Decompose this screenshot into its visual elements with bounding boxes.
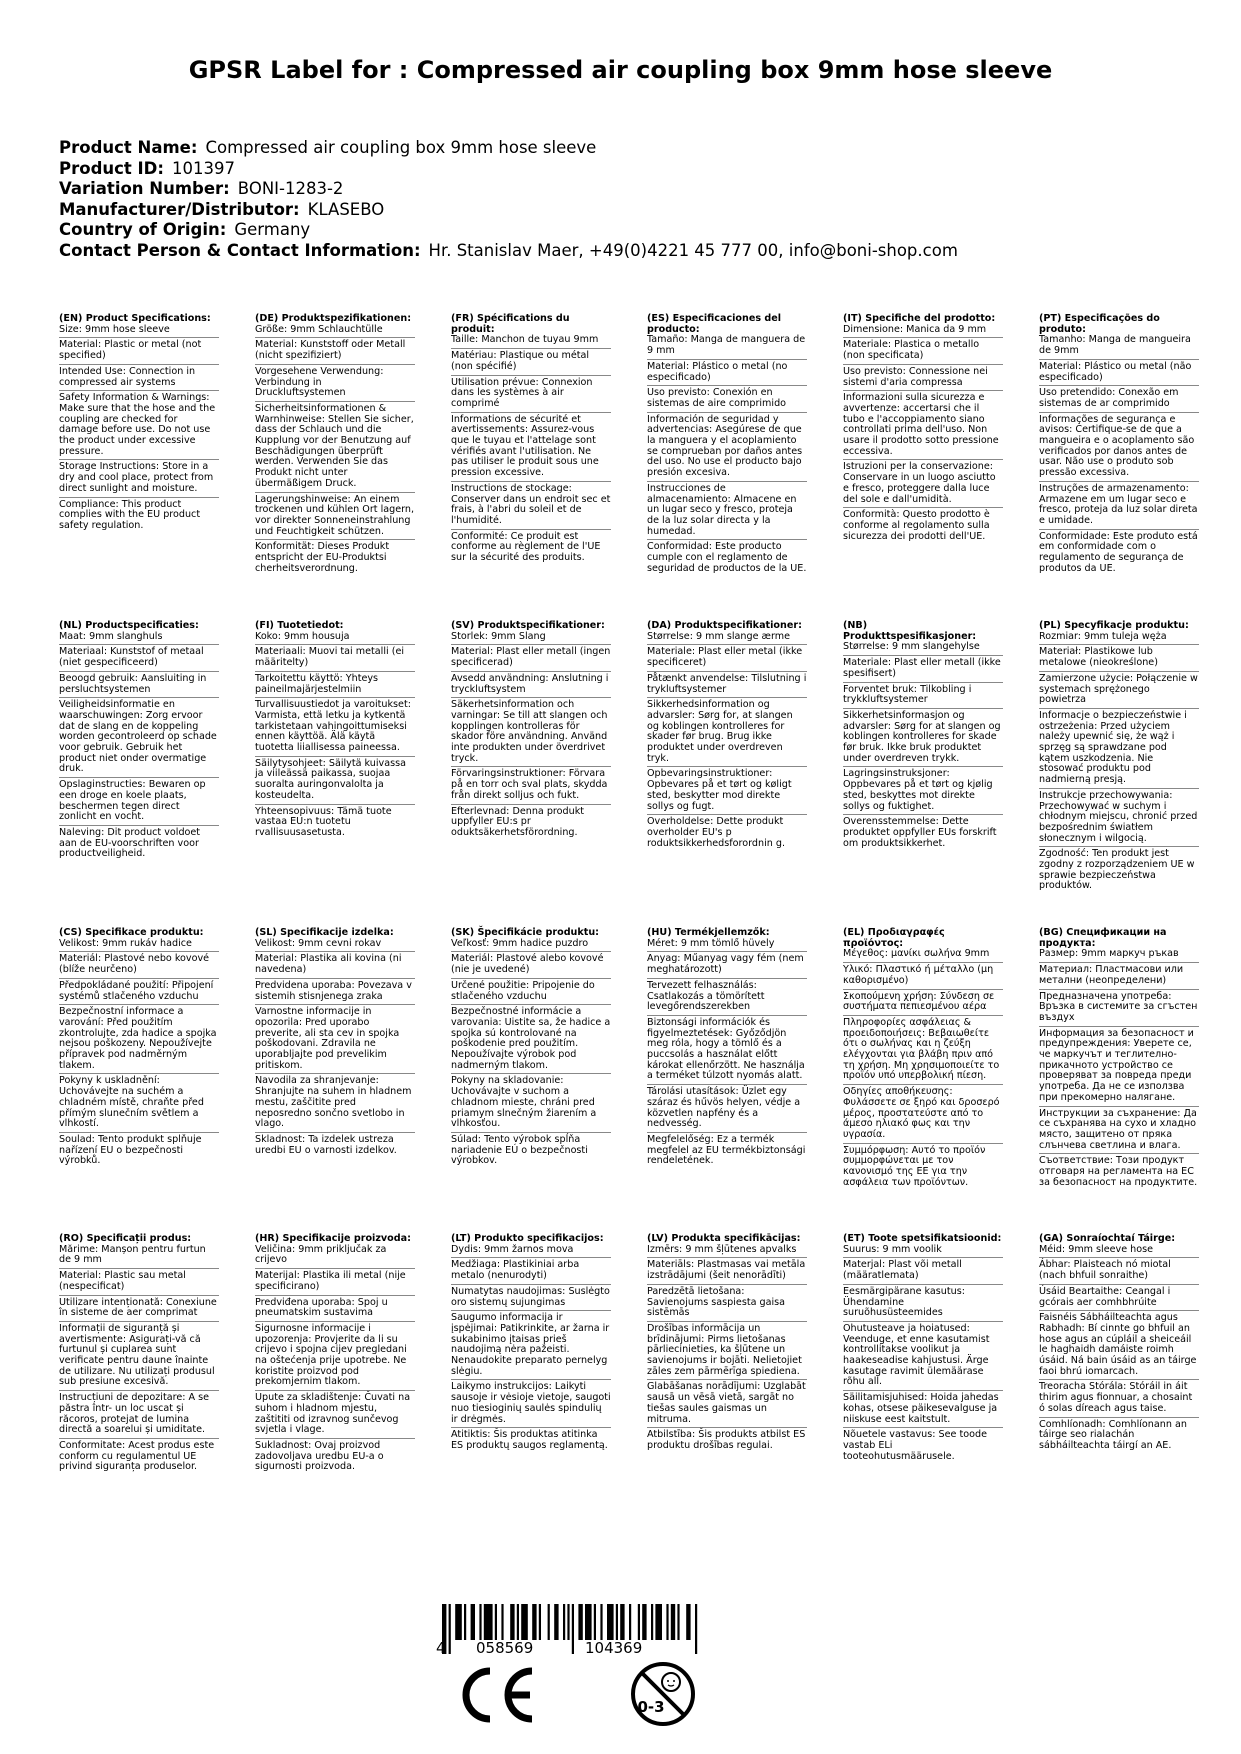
spec-line: Säilitamisjuhised: Hoida jahedas kohas, otsese päikesevalguse ja niiskuse eest kaitstult. <box>843 1393 1003 1428</box>
barcode-bar <box>479 1604 481 1640</box>
barcode-bar <box>578 1604 582 1640</box>
spec-line: Matériau: Plastique ou métal (non spécifié) <box>451 351 611 375</box>
spec-line: Säkerhetsinformation och varningar: Se till att slangen och kopplingen kontrolleras för skador före användning. Använd inte produkten under överdrivet tryck. <box>451 700 611 767</box>
spec-line: Suurus: 9 mm voolik <box>843 1245 1003 1259</box>
language-heading: (DA) Produktspecifikationer: <box>647 620 802 631</box>
spec-line: Uso previsto: Connessione nei sistemi d'aria compressa <box>843 367 1003 391</box>
spec-line: Bezpečnostní informace a varování: Před použitím zkontrolujte, zda hadice a spojka nejsou poškozeny. Nepoužívejte přípravek pod nadměrným tlakem. <box>59 1007 219 1074</box>
age-range-label: 0-3 <box>637 1698 665 1716</box>
barcode-bar <box>532 1604 536 1640</box>
barcode-bar <box>594 1604 596 1640</box>
spec-line: Vorgesehene Verwendung: Verbindung in Druckluftsystemen <box>255 367 415 402</box>
info-value: Germany <box>234 220 311 239</box>
spec-line: Информация за безопасност и предупреждения: Уверете се, че маркучът и теглително-прикачното устройство се проверяват за повреда преди употреба. Да не се използва при прекомерно налягане. <box>1039 1029 1199 1107</box>
info-value: Hr. Stanislav Maer, +49(0)4221 45 777 00, info@boni-shop.com <box>428 240 958 260</box>
spec-line: Sukladnost: Ovaj proizvod zadovoljava uredbu EU-a o sigurnosti proizvoda. <box>255 1439 384 1473</box>
info-value: 101397 <box>171 158 235 178</box>
barcode-bar <box>695 1604 697 1654</box>
language-heading: (PL) Specyfikacje produktu: <box>1039 620 1189 631</box>
not-for-children-0-3-icon <box>629 1660 697 1732</box>
language-block <box>451 928 611 1171</box>
info-value: Compressed air coupling box 9mm hose sleeve <box>205 138 597 157</box>
spec-line: Informations de sécurité et avertissements: Assurez-vous que le tuyau et l'attelage sont vérifiés avant l'utilisation. Ne pas utiliser le produit sous une pression excessive. <box>451 415 611 482</box>
barcode-bar <box>585 1604 592 1640</box>
spec-line: Pokyny na skladovanie: Uchovávajte v suchom a chladnom mieste, chráni pred priamym slnečným žiarením a vlhkosťou. <box>451 1076 611 1133</box>
language-block <box>255 621 415 843</box>
barcode-bar <box>517 1604 519 1640</box>
language-heading: (LV) Produkta specifikācijas: <box>647 1233 801 1244</box>
info-value: BONI-1283-2 <box>237 179 344 198</box>
spec-line: Méid: 9mm sleeve hose <box>1039 1245 1199 1259</box>
language-heading: (GA) Sonraíochtaí Táirge: <box>1039 1233 1176 1244</box>
language-heading: (ET) Toote spetsifikatsioonid: <box>843 1233 1002 1244</box>
spec-line: Overholdelse: Dette produkt overholder EU's p roduktsikkerhedsforordnin g. <box>647 816 786 849</box>
spec-line: Numatytas naudojimas: Suslėgto oro sistemų sujungimas <box>451 1287 611 1311</box>
spec-line: Uso previsto: Conexión en sistemas de aire comprimido <box>647 388 807 412</box>
language-block <box>843 621 1003 853</box>
spec-line: Storlek: 9mm Slang <box>451 632 611 646</box>
language-block <box>59 314 219 536</box>
spec-line: Съответствие: Този продукт отговаря на регламента на ЕС за безопасност на продуктите. <box>1039 1155 1198 1188</box>
barcode-bar <box>638 1604 640 1640</box>
barcode-bar <box>554 1604 558 1640</box>
language-heading: (BG) Спецификации на продукта: <box>1039 927 1167 949</box>
language-block <box>59 621 219 864</box>
spec-line: Σκοπούμενη χρήση: Σύνδεση σε συστήματα πεπιεσμένου αέρα <box>843 992 1003 1016</box>
spec-line: Материал: Пластмасови или метални (неопределени) <box>1039 965 1199 989</box>
spec-line: Materiāls: Plastmasas vai metāla izstrādājumi (šeit nenorādīti) <box>647 1260 807 1284</box>
barcode-bar <box>455 1604 462 1640</box>
barcode <box>436 1604 702 1666</box>
spec-line: Sicherheitsinformationen & Warnhinweise: Stellen Sie sicher, dass der Schlauch und die Kupplung vor der Benutzung auf Beschädigungen überprüft werden. Verwenden Sie das Produkt nicht unter übermäßigem Druck. <box>255 404 415 493</box>
spec-line: Conformidad: Este producto cumple con el reglamento de seguridad de productos de la UE. <box>647 541 807 574</box>
spec-line: Velikost: 9mm cevni rokav <box>255 939 415 953</box>
info-row <box>59 220 958 241</box>
language-block <box>843 928 1003 1192</box>
language-block <box>451 1234 611 1456</box>
spec-line: Instrucciones de almacenamiento: Almacene en un lugar seco y fresco, proteja de la luz solar directa y la humedad. <box>647 484 807 541</box>
language-heading: (NL) Productspecificaties: <box>59 620 199 631</box>
barcode-bar <box>629 1604 631 1640</box>
language-heading: (CS) Specifikace produktu: <box>59 927 204 938</box>
spec-line: Storage Instructions: Store in a dry and cool place, protect from direct sunlight and moisture. <box>59 462 219 497</box>
spec-line: Treoracha Stórála: Stóráil in áit thirim agus fionnuar, a chosaint ó solas díreach agus taise. <box>1039 1382 1199 1417</box>
spec-line: Dimensione: Manica da 9 mm <box>843 325 1003 339</box>
spec-line: Conformité: Ce produit est conforme au règlement de l'UE sur la sécurité des produits. <box>451 530 601 564</box>
spec-line: Informações de segurança e avisos: Certifique-se de que a mangueira e o acoplamento são verificados por danos antes de usar. Não use o produto sob pressão excessiva. <box>1039 415 1199 482</box>
language-block <box>647 314 807 578</box>
language-heading: (HU) Termékjellemzők: <box>647 927 770 938</box>
language-block <box>59 1234 219 1477</box>
spec-line: Faisnéis Sábháilteachta agus Rabhadh: Bí cinnte go bhfuil an hose agus an cúpláil a sheiceáil le haghaidh damáiste roimh úsáid. Ná bain úsáid as an táirge faoi bhrú iomarcach. <box>1039 1313 1199 1380</box>
spec-line: Μέγεθος: μανίκι σωλήνα 9mm <box>843 949 1003 963</box>
spec-line: Anyag: Műanyag vagy fém (nem meghatározott) <box>647 954 807 978</box>
spec-line: Opbevaringsinstruktioner: Opbevares på et tørt og køligt sted, beskytter mod direkte sollys og fugt. <box>647 769 807 815</box>
spec-line: Materiale: Plast eller metal (ikke specificeret) <box>647 647 807 671</box>
language-block <box>647 621 807 853</box>
spec-line: Conformità: Questo prodotto è conforme al regolamento sulla sicurezza dei prodotti dell'UE. <box>843 509 990 542</box>
barcode-bar <box>539 1604 541 1640</box>
spec-line: Skladnost: Ta izdelek ustreza uredbi EU o varnosti izdelkov. <box>255 1133 397 1156</box>
language-heading: (PT) Especificações do produto: <box>1039 313 1160 335</box>
spec-line: Material: Plástico ou metal (não especificado) <box>1039 362 1199 386</box>
language-block <box>1039 621 1199 896</box>
barcode-bar <box>572 1604 574 1654</box>
spec-line: Material: Plastika ali kovina (ni navedena) <box>255 954 415 978</box>
spec-line: Veľkosť: 9mm hadice puzdro <box>451 939 611 953</box>
spec-line: Velikost: 9mm rukáv hadice <box>59 939 219 953</box>
spec-line: Nõuetele vastavus: See toode vastab ELi tooteohutusmäärusele. <box>843 1429 987 1462</box>
spec-line: Biztonsági információk és figyelmeztetések: Győződjön meg róla, hogy a tömlő és a puccsolás a használat előtt károkat ellenőrzött. Ne használja a terméket túlzott nyomás alatt. <box>647 1018 807 1085</box>
page-title: GPSR Label for : Compressed air coupling box 9mm hose sleeve <box>188 56 1053 84</box>
language-heading: (FR) Spécifications du produit: <box>451 313 570 335</box>
spec-line: Koko: 9mm housuja <box>255 632 415 646</box>
language-block <box>843 1234 1003 1466</box>
info-row <box>59 138 958 159</box>
spec-line: Naleving: Dit product voldoet aan de EU-voorschriften voor productveiligheid. <box>59 826 201 860</box>
language-block <box>1039 1234 1199 1456</box>
spec-line: Atbilstība: Šis produkts atbilst ES produktu drošības regulai. <box>647 1429 806 1451</box>
spec-line: Conformidade: Este produto está em conformidade com o regulamento de segurança de produtos da UE. <box>1039 530 1198 574</box>
info-label: Product ID: <box>59 158 164 178</box>
barcode-bar <box>642 1604 646 1640</box>
spec-line: Upute za skladištenje: Čuvati na suhom i hladnom mjestu, zaštititi od izravnog sunčevog svjetla i vlage. <box>255 1393 415 1439</box>
barcode-bar <box>495 1604 497 1640</box>
spec-line: Izmērs: 9 mm šļūtenes apvalks <box>647 1245 807 1259</box>
spec-line: Veiligheidsinformatie en waarschuwingen: Zorg ervoor dat de slang en de koppeling worden gecontroleerd op schade voor gebruik. Gebruik het product niet onder overmatige druk. <box>59 700 219 778</box>
spec-line: Eesmärgipärane kasutus: Ühendamine suruõhusüsteemides <box>843 1287 1003 1322</box>
language-heading: (HR) Specifikacije proizvoda: <box>255 1233 411 1244</box>
spec-line: Yhteensopivuus: Tämä tuote vastaa EU:n tuotetu rvallisuusasetusta. <box>255 805 392 838</box>
spec-line: Предназначена употреба: Връзка в системите за сгъстен въздух <box>1039 992 1199 1027</box>
language-heading: (NB) Produkttspesifikasjoner: <box>843 620 977 642</box>
spec-line: Megfelelőség: Ez a termék megfelel az EU termékbiztonsági rendeletének. <box>647 1133 806 1167</box>
spec-line: Navodila za shranjevanje: Shranjujte na suhem in hladnem mestu, zaščitite pred neposredno sončno svetlobo in vlago. <box>255 1076 415 1133</box>
barcode-bar <box>521 1604 528 1640</box>
spec-line: Säilytysohjeet: Säilytä kuivassa ja viileässä paikassa, suojaa suoralta auringonvalolta ja kosteudelta. <box>255 759 415 805</box>
spec-line: Materiál: Plastové alebo kovové (nie je uvedené) <box>451 954 611 978</box>
spec-line: Οδηγίες αποθήκευσης: Φυλάσσετε σε ξηρό και δροσερό μέρος, προστατεύστε από το άμεσο ηλιακό φως και την υγρασία. <box>843 1087 1003 1144</box>
spec-line: Ohutusteave ja hoiatused: Veenduge, et enne kasutamist kontrollitakse voolikut ja haakeseadise kahjustusi. Ärge kasutage ravimit ülemäärase rõhu all. <box>843 1324 1003 1391</box>
language-block <box>1039 928 1199 1192</box>
barcode-bar <box>501 1604 503 1640</box>
spec-line: Size: 9mm hose sleeve <box>59 325 219 339</box>
spec-line: Comhlíonadh: Comhlíonann an táirge seo rialachán sábháilteachta táirgí an AE. <box>1039 1418 1187 1451</box>
info-row <box>59 179 958 200</box>
language-heading: (SL) Specifikacije izdelka: <box>255 927 394 938</box>
barcode-bar <box>651 1604 653 1640</box>
barcode-bar <box>484 1604 493 1640</box>
info-row <box>59 241 958 262</box>
spec-line: Sigurnosne informacije i upozorenja: Provjerite da li su crijevo i spojna cijev pregledani na oštećenja prije upotrebe. Ne koristite proizvod pod prekomjernim tlakom. <box>255 1324 415 1391</box>
barcode-digit-prefix: 4 <box>436 1639 446 1657</box>
language-block <box>451 314 611 568</box>
spec-line: Materjal: Plast või metall (määratlemata) <box>843 1260 1003 1284</box>
spec-line: Tarkoitettu käyttö: Yhteys paineilmajärjestelmiin <box>255 674 415 698</box>
language-block <box>647 1234 807 1456</box>
spec-line: Informații de siguranță și avertismente: Asigurați-vă că furtunul și cuplarea sunt verificate pentru daune înainte de utilizare. Nu utilizați produsul sub presiune excesivă. <box>59 1324 219 1391</box>
barcode-bar <box>449 1604 451 1654</box>
language-block <box>451 621 611 843</box>
spec-line: Materijal: Plastika ili metal (nije specificirano) <box>255 1271 415 1295</box>
spec-line: Material: Plástico o metal (no especificado) <box>647 362 807 386</box>
spec-line: Materiał: Plastikowe lub metalowe (nieokreślone) <box>1039 647 1199 671</box>
spec-line: Material: Kunststoff oder Metall (nicht spezifiziert) <box>255 340 415 364</box>
spec-line: Dydis: 9mm žarnos mova <box>451 1245 611 1259</box>
spec-line: Größe: 9mm Schlauchtülle <box>255 325 415 339</box>
spec-line: Zamierzone użycie: Połączenie w systemach sprężonego powietrza <box>1039 674 1199 709</box>
spec-line: Drošības informācija un brīdinājumi: Pirms lietošanas pārliecinieties, ka šļūtene un savienojums ir bojāti. Nelietojiet zāles zem pārmērīga spiediena. <box>647 1324 807 1381</box>
barcode-bar <box>600 1604 602 1640</box>
spec-line: Mărime: Manșon pentru furtun de 9 mm <box>59 1245 219 1269</box>
spec-line: Instructions de stockage: Conserver dans un endroit sec et frais, à l'abri du soleil et de l'humidité. <box>451 484 611 530</box>
spec-line: Turvallisuustiedot ja varoitukset: Varmista, että letku ja kytkentä tarkistetaan vahingoittumiseksi ennen käyttöä. Älä käytä tuotetta liiallisessa paineessa. <box>255 700 415 757</box>
barcode-bar <box>655 1604 662 1640</box>
spec-line: Materiál: Plastové nebo kovové (blíže neurčeno) <box>59 954 219 978</box>
language-heading: (EN) Product Specifications: <box>59 313 211 324</box>
spec-line: Størrelse: 9 mm slange ærme <box>647 632 807 646</box>
barcode-bar <box>563 1604 565 1640</box>
spec-line: Πληροφορίες ασφάλειας & προειδοποιήσεις: Βεβαιωθείτε ότι ο σωλήνας και η ζεύξη ελέγχονται για βλάβη πριν από τη χρήση. Μη χρησιμοποιείτε το προϊόν υπό υπερβολική πίεση. <box>843 1018 1003 1085</box>
spec-line: Paredzētā lietošana: Savienojums saspiesta gaisa sistēmās <box>647 1287 807 1322</box>
spec-line: Predviđena uporaba: Spoj u pneumatskim sustavima <box>255 1298 415 1322</box>
language-block <box>647 928 807 1171</box>
spec-line: Tárolási utasítások: Üzlet egy száraz és hűvös helyen, védje a közvetlen napfény és a nedvesség. <box>647 1087 807 1133</box>
spec-line: Intended Use: Connection in compressed air systems <box>59 367 219 391</box>
spec-line: Sikkerhedsinformation og advarsler: Sørg for, at slangen og koblingen kontrolleres for skader før brug. Brug ikke produktet under overdreven tryk. <box>647 700 807 767</box>
barcode-bar <box>666 1604 668 1640</box>
spec-line: Rozmiar: 9mm tuleja węża <box>1039 632 1199 646</box>
spec-line: Förvaringsinstruktioner: Förvara på en torr och sval plats, skydda från direkt solljus och fukt. <box>451 769 611 804</box>
barcode-bar <box>686 1604 690 1640</box>
language-heading: (ES) Especificaciones del producto: <box>647 313 782 335</box>
spec-line: Utilizare intenționată: Conexiune în sisteme de aer comprimat <box>59 1298 219 1322</box>
spec-line: Laikymo instrukcijos: Laikyti sausoje ir vėsioje vietoje, saugoti nuo tiesioginių saulės spindulių ir drėgmės. <box>451 1382 611 1428</box>
spec-line: Información de seguridad y advertencias: Asegúrese de que la manguera y el acoplamiento se comprueban por daños antes del uso. No use el producto bajo presión excesiva. <box>647 415 807 482</box>
language-heading: (IT) Specifiche del prodotto: <box>843 313 996 324</box>
spec-line: Material: Plastic or metal (not specified) <box>59 340 219 364</box>
language-grid <box>59 314 1241 1584</box>
language-heading: (LT) Produkto specifikacijos: <box>451 1233 604 1244</box>
barcode-bar <box>616 1604 618 1640</box>
language-block <box>1039 314 1199 578</box>
spec-line: Beoogd gebruik: Aansluiting in persluchtsystemen <box>59 674 219 698</box>
spec-line: Pokyny k uskladnění: Uchovávejte na suchém a chladném místě, chraňte před přímým slunečním světlem a vlhkostí. <box>59 1076 219 1133</box>
spec-line: Utilisation prévue: Connexion dans les systèmes à air comprimé <box>451 378 611 413</box>
language-block <box>255 314 415 578</box>
spec-line: Taille: Manchon de tuyau 9mm <box>451 335 611 349</box>
info-label: Variation Number: <box>59 179 230 198</box>
barcode-bar <box>620 1604 624 1640</box>
barcode-digits-right: 104369 <box>585 1639 643 1657</box>
barcode-bar <box>677 1604 679 1640</box>
spec-line: Soulad: Tento produkt splňuje nařízení EU o bezpečnosti výrobků. <box>59 1133 202 1167</box>
spec-line: Material: Plast eller metall (ingen specificerad) <box>451 647 611 671</box>
spec-line: Ábhar: Plaisteach nó miotal (nach bhfuil sonraithe) <box>1039 1260 1199 1284</box>
info-label: Contact Person & Contact Information: <box>59 240 421 260</box>
spec-line: Tervezett felhasználás: Csatlakozás a tömörített levegőrendszerekben <box>647 981 807 1016</box>
barcode-digits-left: 058569 <box>476 1639 534 1657</box>
product-info <box>59 138 958 261</box>
barcode-bar <box>464 1604 466 1640</box>
spec-line: Lagerungshinweise: An einem trockenen und kühlen Ort lagern, vor direkter Sonneneinstrahlung und Feuchtigkeit schützen. <box>255 495 415 541</box>
spec-line: Υλικό: Πλαστικό ή μέταλλο (μη καθορισμένο) <box>843 965 1003 989</box>
spec-line: Materiaali: Muovi tai metalli (ei määritelty) <box>255 647 415 671</box>
spec-line: Material: Plastic sau metal (nespecificat) <box>59 1271 219 1295</box>
spec-line: Předpokládané použití: Připojení systémů stlačeného vzduchu <box>59 981 219 1005</box>
language-heading: (FI) Tuotetiedot: <box>255 620 344 631</box>
spec-line: Размер: 9mm маркуч ръкав <box>1039 949 1199 963</box>
spec-line: Súlad: Tento výrobok spĺňa nariadenie EÚ o bezpečnosti výrobkov. <box>451 1133 588 1167</box>
info-value: KLASEBO <box>307 199 385 219</box>
info-label: Manufacturer/Distributor: <box>59 199 300 219</box>
spec-line: Tamaño: Manga de manguera de 9 mm <box>647 335 807 359</box>
spec-line: Predvidena uporaba: Povezava v sistemih stisnjenega zraka <box>255 981 415 1005</box>
spec-line: Инструкции за съхранение: Да се съхранява на сухо и хладно място, защитено от пряка слънчева светлина и влага. <box>1039 1109 1199 1155</box>
spec-line: Forventet bruk: Tilkobling i trykkluftsystemer <box>843 685 1003 709</box>
language-block <box>255 1234 415 1477</box>
language-heading: (SK) Špecifikácie produktu: <box>451 927 600 938</box>
barcode-bar <box>510 1604 514 1640</box>
barcode-bar <box>548 1604 550 1640</box>
spec-line: Tamanho: Manga de mangueira de 9mm <box>1039 335 1199 359</box>
spec-line: Úsáid Beartaithe: Ceangal i gcórais aer comhbhrúite <box>1039 1287 1199 1311</box>
barcode-bar <box>607 1604 614 1640</box>
language-block <box>843 314 1003 546</box>
spec-line: Glabāšanas norādījumi: Uzglabāt sausā un vēsā vietā, sargāt no tiešas saules gaismas un mitruma. <box>647 1382 807 1428</box>
spec-line: Určené použitie: Pripojenie do stlačeného vzduchu <box>451 981 611 1005</box>
language-block <box>255 928 415 1160</box>
spec-line: Efterlevnad: Denna produkt uppfyller EU:s pr oduktsäkerhetsförordning. <box>451 805 585 838</box>
spec-line: Konformität: Dieses Produkt entspricht der EU-Produktsi cherheitsverordnung. <box>255 541 390 574</box>
spec-line: Atitiktis: Šis produktas atitinka ES produktų saugos reglamentą. <box>451 1429 608 1451</box>
spec-line: Informazioni sulla sicurezza e avvertenze: accertarsi che il tubo e l'accoppiamento siano controllati prima dell'uso. Non usare il prodotto sotto pressione eccessiva. <box>843 393 1003 460</box>
spec-line: Compliance: This product complies with the EU product safety regulation. <box>59 498 201 531</box>
spec-line: Instruções de armazenamento: Armazene em um lugar seco e fresco, proteja da luz solar direta e umidade. <box>1039 484 1199 530</box>
spec-line: Sikkerhetsinformasjon og advarsler: Sørg for at slangen og koblingen kontrolleres for skade før bruk. Ikke bruk produktet under overdreven trykk. <box>843 711 1003 768</box>
spec-line: Materiaal: Kunststof of metaal (niet gespecificeerd) <box>59 647 219 671</box>
spec-line: Zgodność: Ten produkt jest zgodny z rozporządzeniem UE w sprawie bezpieczeństwa produktów. <box>1039 848 1195 892</box>
spec-line: Påtænkt anvendelse: Tilslutning i trykluftsystemer <box>647 674 807 698</box>
spec-line: Varnostne informacije in opozorila: Pred uporabo preverite, ali sta cev in spojka poškodovani. Zdravila ne uporabljajte pod prevelikim pritiskom. <box>255 1007 415 1074</box>
info-label: Country of Origin: <box>59 220 227 239</box>
language-heading: (DE) Produktspezifikationen: <box>255 313 412 324</box>
spec-line: Lagringsinstruksjoner: Oppbevares på et tørt og kjølig sted, beskyttes mot direkte sollys og fuktighet. <box>843 769 1003 815</box>
language-block <box>59 928 219 1171</box>
barcode-bar <box>671 1604 675 1640</box>
info-label: Product Name: <box>59 138 198 157</box>
language-heading: (SV) Produktspecifikationer: <box>451 620 605 631</box>
spec-line: Méret: 9 mm tömlő hüvely <box>647 939 807 953</box>
spec-line: Veličina: 9mm priključak za crijevo <box>255 1245 415 1269</box>
spec-line: Størrelse: 9 mm slangehylse <box>843 642 1003 656</box>
barcode-bar <box>471 1604 475 1640</box>
spec-line: Overensstemmelse: Dette produktet oppfyller EUs forskrift om produktsikkerhet. <box>843 816 997 849</box>
spec-line: Saugumo informacija ir įspėjimai: Patikrinkite, ar žarna ir sukabinimo įtaisas prieš naudojimą nėra pažeisti. Nenaudokite preparato pernelyg slėgiu. <box>451 1313 611 1380</box>
ce-mark-icon <box>452 1665 538 1729</box>
spec-line: Avsedd användning: Anslutning i tryckluftsystem <box>451 674 611 698</box>
spec-line: Materiale: Plastica o metallo (non specificata) <box>843 340 1003 364</box>
spec-line: Instrukcje przechowywania: Przechowywać w suchym i chłodnym miejscu, chronić przed bezpośrednim światłem słonecznym i wilgocią. <box>1039 791 1199 848</box>
spec-line: Safety Information & Warnings: Make sure that the hose and the coupling are checked for damage before use. Do not use the product under excessive pressure. <box>59 393 219 460</box>
spec-line: Instrucțiuni de depozitare: A se păstra într- un loc uscat și răcoros, protejat de lumina directă a soarelui și umiditate. <box>59 1393 219 1439</box>
spec-line: Opslaginstructies: Bewaren op een droge en koele plaats, beschermen tegen direct zonlicht en vocht. <box>59 780 219 826</box>
spec-line: Uso pretendido: Conexão em sistemas de ar comprimido <box>1039 388 1199 412</box>
language-heading: (RO) Specificații produs: <box>59 1233 192 1244</box>
language-heading: (EL) Προδιαγραφές προϊόντος: <box>843 927 945 949</box>
spec-line: Materiale: Plast eller metall (ikke spesifisert) <box>843 658 1003 682</box>
info-row <box>59 200 958 221</box>
spec-line: Συμμόρφωση: Αυτό το προϊόν συμμορφώνεται με τον κανονισμό της ΕΕ για την ασφάλεια των προϊόντων. <box>843 1144 986 1188</box>
barcode-bar <box>567 1604 569 1640</box>
info-row <box>59 159 958 180</box>
spec-line: Istruzioni per la conservazione: Conservare in un luogo asciutto e fresco, proteggere dalla luce del sole e dall'umidità. <box>843 462 1003 508</box>
spec-line: Informacje o bezpieczeństwie i ostrzeżenia: Przed użyciem należy upewnić się, że wąż i sprzęg są sprawdzane pod kątem uszkodzenia. Nie stosować produktu pod nadmierną presją. <box>1039 711 1199 789</box>
spec-line: Bezpečnostné informácie a varovania: Uistite sa, že hadice a spojka sú kontrolované na poškodenie pred použitím. Nepoužívajte výrobok pod nadmerným tlakom. <box>451 1007 611 1074</box>
spec-line: Medžiaga: Plastikiniai arba metalo (nenurodyti) <box>451 1260 611 1284</box>
spec-line: Maat: 9mm slanghuls <box>59 632 219 646</box>
spec-line: Conformitate: Acest produs este conform cu regulamentul UE privind siguranța produselor. <box>59 1439 215 1473</box>
